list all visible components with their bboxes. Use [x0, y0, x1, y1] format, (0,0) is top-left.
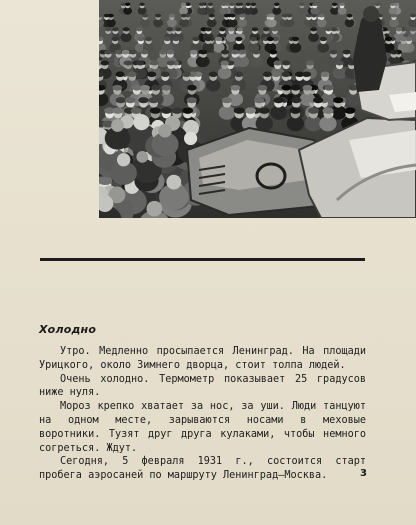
- article-heading: Холодно: [39, 323, 97, 336]
- crowd-photo-image: [99, 0, 416, 218]
- paragraph-3: Мороз крепко хватает за нос, за уши. Люди танцуют на одном месте, зарываются носами в меховые воротники. Тузят друг друга кулаками, чтобы немного согреться. Ждут.: [39, 401, 366, 454]
- article-body: [39, 345, 366, 483]
- page-number: 3: [360, 468, 367, 479]
- horizontal-divider: [40, 258, 365, 261]
- paragraph-2: Очень холодно. Термометр показывает 25 градусов ниже нуля.: [39, 373, 366, 399]
- crowd-photograph: [99, 0, 416, 218]
- paragraph-1: Утро. Медленно просыпается Ленинград. На площади Урицкого, около Зимнего дворца, стоит толпа людей.: [39, 346, 366, 371]
- paragraph-4: Сегодня, 5 февраля 1931 г., состоится старт пробега аэросаней по маршруту Ленинград—Москва.: [39, 456, 366, 482]
